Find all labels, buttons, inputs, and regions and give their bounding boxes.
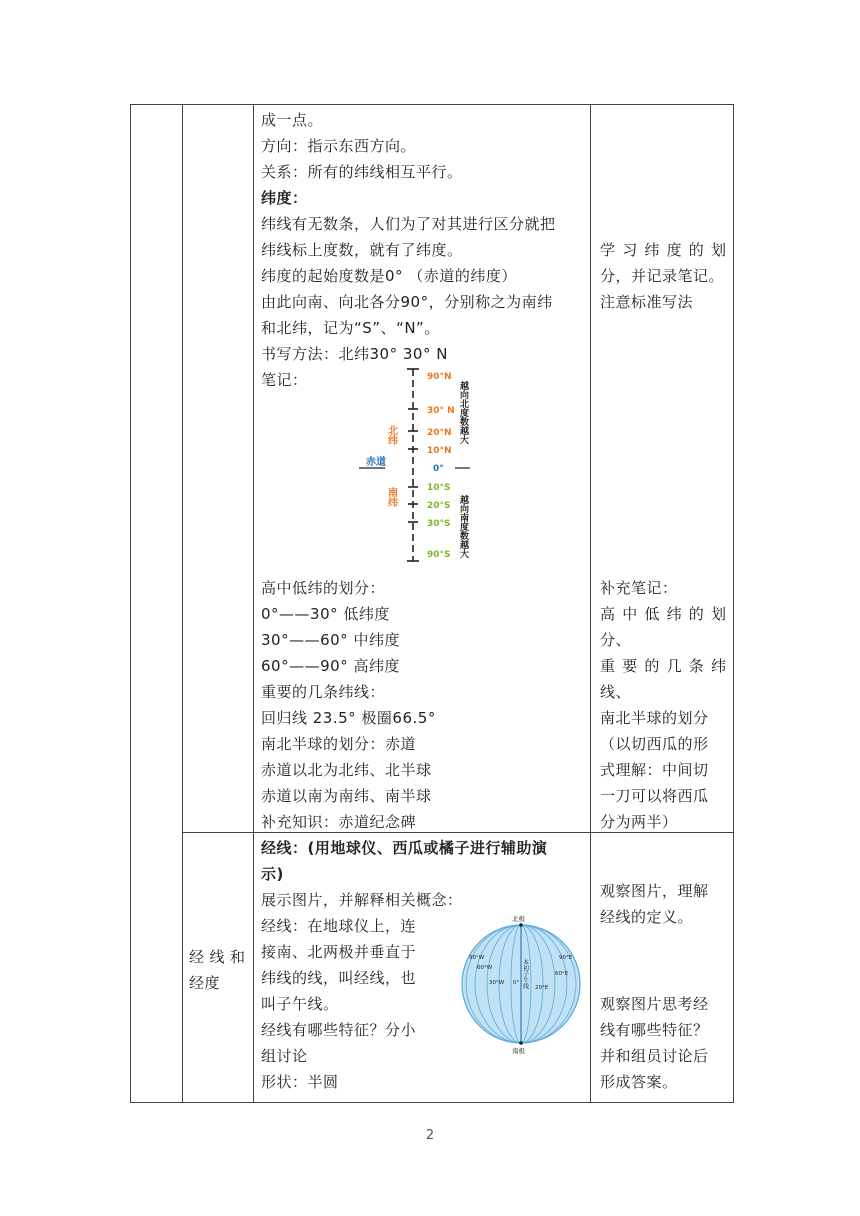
activity-line: 式理解：中间切 xyxy=(600,761,709,779)
latitude-diagram xyxy=(355,365,490,567)
text-line: 30°——60° 中纬度 xyxy=(261,631,400,649)
activity-line: 经线的定义。 xyxy=(600,908,694,926)
text-line: 回归线 23.5° 极圈66.5° xyxy=(261,709,436,727)
lat-label-20n: 20°N xyxy=(427,428,452,438)
lat-label-30n: 30° N xyxy=(427,406,455,416)
text-line: 60°——90° 高纬度 xyxy=(261,657,400,675)
lon-label-30w: 30°W xyxy=(489,980,505,986)
section-heading: 纬度： xyxy=(261,189,308,207)
globe-diagram xyxy=(455,913,585,1056)
column-divider xyxy=(253,105,254,1102)
section-label: 经度 xyxy=(189,974,221,992)
activity-line: 高中低纬的划 xyxy=(600,605,726,623)
text-line: 笔记： xyxy=(261,371,308,389)
text-line: 叫子午线。 xyxy=(261,995,339,1013)
column-divider xyxy=(590,105,591,1102)
text-line: 接南、北两极并垂直于 xyxy=(261,943,417,961)
lon-label-90w: 90°W xyxy=(469,955,485,961)
equator-label: 赤道 xyxy=(366,457,386,468)
section-heading: 经线：(用地球仪、西瓜或橘子进行辅助演 xyxy=(261,839,548,857)
page-number: 2 xyxy=(425,1128,435,1143)
activity-line: 观察图片，理解 xyxy=(600,882,709,900)
activity-line: 一刀可以将西瓜 xyxy=(600,787,709,805)
lon-label-60w: 60°W xyxy=(477,965,493,971)
column-divider xyxy=(182,105,183,1102)
text-line: 经线有哪些特征？分小 xyxy=(261,1021,417,1039)
section-heading: 示) xyxy=(261,865,284,883)
text-line: 展示图片，并解释相关概念： xyxy=(261,891,463,909)
north-note: 越向北度数越大 xyxy=(458,381,468,444)
text-line: 0°——30° 低纬度 xyxy=(261,605,390,623)
text-line: 补充知识：赤道纪念碑 xyxy=(261,813,417,831)
text-line: 纬线的线，叫经线，也 xyxy=(261,969,417,987)
text-line: 关系：所有的纬线相互平行。 xyxy=(261,163,463,181)
text-line: 南北半球的划分：赤道 xyxy=(261,735,417,753)
lat-label-30s: 30°S xyxy=(427,519,451,529)
activity-line: 观察图片思考经 xyxy=(600,995,709,1013)
activity-line: 线、 xyxy=(600,683,632,701)
text-line: 书写方法：北纬30° 30° N xyxy=(261,345,448,363)
north-latitude-label: 北纬 xyxy=(385,425,397,445)
section-label: 经线和 xyxy=(189,948,245,966)
lat-label-equator: 0° xyxy=(433,464,444,474)
lat-label-10s: 10°S xyxy=(427,483,451,493)
south-pole-label: 南极 xyxy=(512,1047,525,1055)
activity-line: 补充笔记： xyxy=(600,579,678,597)
text-line: 和北纬，记为“S”、“N”。 xyxy=(261,319,440,337)
text-line: 纬线标上度数，就有了纬度。 xyxy=(261,241,463,259)
lat-label-90n: 90°N xyxy=(427,372,452,382)
activity-line: 南北半球的划分 xyxy=(600,709,709,727)
text-line: 高中低纬的划分： xyxy=(261,579,386,597)
lat-label-90s: 90°S xyxy=(427,550,451,560)
lon-label-0: 0° xyxy=(513,980,520,986)
text-line: 形状：半圆 xyxy=(261,1073,339,1091)
activity-line: 注意标准写法 xyxy=(600,293,694,311)
text-line: 组讨论 xyxy=(261,1047,308,1065)
lat-label-20s: 20°S xyxy=(427,501,451,511)
lon-label-90e: 90°E xyxy=(559,955,573,961)
activity-line: 线有哪些特征？ xyxy=(600,1021,709,1039)
north-pole-label: 北极 xyxy=(512,915,525,923)
lon-label-20e: 20°E xyxy=(535,985,549,991)
text-line: 纬度的起始度数是0° （赤道的纬度） xyxy=(261,267,517,285)
text-line: 方向：指示东西方向。 xyxy=(261,137,417,155)
text-line: 纬线有无数条，人们为了对其进行区分就把 xyxy=(261,215,556,233)
activity-line: 学习纬度的划 xyxy=(600,241,726,259)
text-line: 赤道以南为南纬、南半球 xyxy=(261,787,432,805)
lat-label-10n: 10°N xyxy=(427,446,452,456)
activity-line: 重要的几条纬 xyxy=(600,657,726,675)
south-latitude-label: 南纬 xyxy=(385,487,397,507)
lon-label-60e: 60°E xyxy=(555,971,569,977)
south-note: 越向南度数越大 xyxy=(458,495,468,558)
text-line: 由此向南、向北各分90°，分别称之为南纬 xyxy=(261,293,553,311)
activity-line: 并和组员讨论后 xyxy=(600,1047,709,1065)
text-line: 赤道以北为北纬、北半球 xyxy=(261,761,432,779)
activity-line: （以切西瓜的形 xyxy=(600,735,709,753)
text-line: 重要的几条纬线： xyxy=(261,683,386,701)
text-line: 成一点。 xyxy=(261,111,324,129)
prime-meridian-label: 本初子午线 xyxy=(521,959,529,989)
activity-line: 形成答案。 xyxy=(600,1073,678,1091)
text-line: 经线：在地球仪上，连 xyxy=(261,917,417,935)
activity-line: 分，并记录笔记。 xyxy=(600,267,725,285)
activity-line: 分、 xyxy=(600,631,632,649)
activity-line: 分为两半） xyxy=(600,813,678,831)
